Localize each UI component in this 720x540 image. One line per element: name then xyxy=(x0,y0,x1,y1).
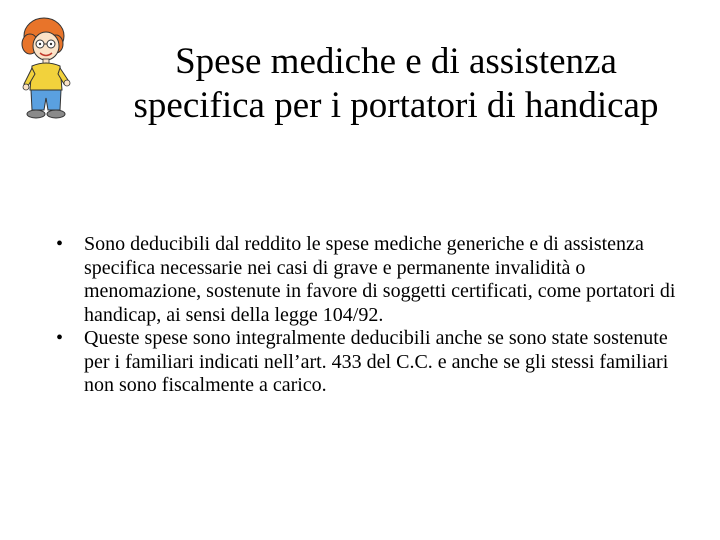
bullet-dot-icon: • xyxy=(56,327,64,349)
bullet-dot-icon: • xyxy=(56,233,64,255)
slide-title-line-1: Spese mediche e di assistenza xyxy=(175,41,617,82)
bullet-text: Queste spese sono integralmente deducibili anche se sono state sostenute per i familiari indicati nell’art. 433 del C.C. e anche se gli stessi familiari non sono fiscalmente a carico. xyxy=(84,327,669,396)
bullet-list xyxy=(50,233,690,398)
bullet-item xyxy=(50,327,690,398)
slide-title-line-2: specifica per i portatori di handicap xyxy=(133,85,659,126)
bullet-text: Sono deducibili dal reddito le spese mediche generiche e di assistenza specifica necessarie nei casi di grave e permanente invalidità o menomazione, sostenute in favore di soggetti certificati, come portatori di handicap, ai sensi della legge 104/92. xyxy=(84,233,676,326)
bullet-item xyxy=(50,233,690,327)
cartoon-woman-icon xyxy=(16,14,76,124)
slide-title xyxy=(80,40,712,128)
